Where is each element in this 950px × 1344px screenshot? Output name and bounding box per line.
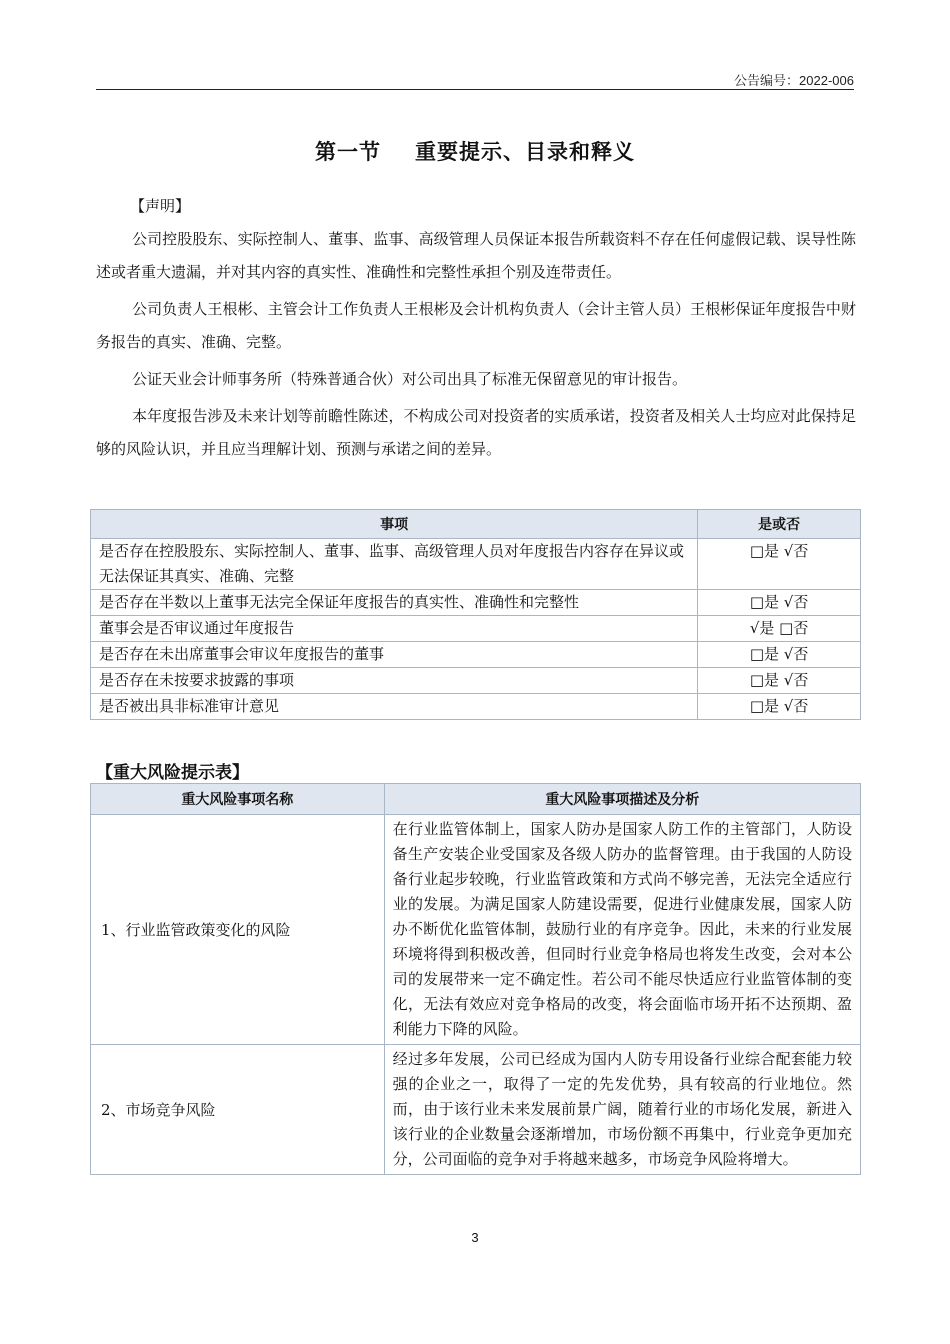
risk-table — [90, 783, 861, 1175]
table-row — [91, 590, 861, 616]
risk-name-cell: 1、行业监管政策变化的风险 — [91, 815, 385, 1045]
statement-paragraph: 本年度报告涉及未来计划等前瞻性陈述，不构成公司对投资者的实质承诺，投资者及相关人士均应对此保持足够的风险认识，并且应当理解计划、预测与承诺之间的差异。 — [96, 407, 856, 458]
risk-desc-cell: 在行业监管体制上，国家人防办是国家人防工作的主管部门，人防设备生产安装企业受国家及各级人防办的监督管理。由于我国的人防设备行业起步较晚，行业监管政策和方式尚不够完善，无法完全适应行业的发展。为满足国家人防建设需要，促进行业健康发展，国家人防办不断优化监管体制，鼓励行业的有序竞争。因此，未来的行业发展环境将得到积极改善，但同时行业竞争格局也将发生改变，会对本公司的发展带来一定不确定性。若公司不能尽快适应行业监管体制的变化，无法有效应对竞争格局的改变，将会面临市场开拓不达预期、盈利能力下降的风险。 — [384, 815, 860, 1045]
answer-cell: □是 √否 — [698, 694, 861, 720]
announcement-code: 公告编号：2022-006 — [734, 73, 854, 88]
item-cell: 是否存在半数以上董事无法完全保证年度报告的真实性、准确性和完整性 — [91, 590, 698, 616]
table-header-row — [91, 784, 861, 815]
statement-paragraph: 公证天业会计师事务所（特殊普通合伙）对公司出具了标准无保留意见的审计报告。 — [132, 370, 688, 388]
table-row — [91, 694, 861, 720]
answer-cell: □是 √否 — [698, 590, 861, 616]
answer-cell: □是 √否 — [698, 539, 861, 590]
item-cell: 是否存在未出席董事会审议年度报告的董事 — [91, 642, 698, 668]
column-header-risk-name: 重大风险事项名称 — [91, 784, 385, 815]
risk-desc-cell: 经过多年发展，公司已经成为国内人防专用设备行业综合配套能力较强的企业之一，取得了一定的先发优势，具有较高的行业地位。然而，由于该行业未来发展前景广阔，随着行业的市场化发展，新进入该行业的企业数量会逐渐增加，市场份额不再集中，行业竞争更加充分，公司面临的竞争对手将越来越多，市场竞争风险将增大。 — [384, 1045, 860, 1175]
section-title — [0, 136, 950, 166]
table-row — [91, 642, 861, 668]
statement-paragraph: 公司控股股东、实际控制人、董事、监事、高级管理人员保证本报告所载资料不存在任何虚假记载、误导性陈述或者重大遗漏，并对其内容的真实性、准确性和完整性承担个别及连带责任。 — [96, 230, 856, 281]
table-row — [91, 1045, 861, 1175]
table-row — [91, 668, 861, 694]
table-row — [91, 616, 861, 642]
statement-paragraph: 公司负责人王根彬、主管会计工作负责人王根彬及会计机构负责人（会计主管人员）王根彬保证年度报告中财务报告的真实、准确、完整。 — [96, 300, 856, 351]
section-heading: 重要提示、目录和释义 — [415, 140, 635, 164]
risk-name-cell: 2、市场竞争风险 — [91, 1045, 385, 1175]
table-row — [91, 815, 861, 1045]
column-header-answer: 是或否 — [698, 510, 861, 539]
confirmation-table — [90, 509, 861, 720]
statement-block — [96, 190, 856, 470]
item-cell: 是否被出具非标准审计意见 — [91, 694, 698, 720]
header-rule — [96, 89, 854, 90]
table-row — [91, 539, 861, 590]
column-header-item: 事项 — [91, 510, 698, 539]
item-cell: 是否存在控股股东、实际控制人、董事、监事、高级管理人员对年度报告内容存在异议或无法保证其真实、准确、完整 — [91, 539, 698, 590]
page-number: 3 — [471, 1230, 479, 1245]
answer-cell: √是 □否 — [698, 616, 861, 642]
item-cell: 董事会是否审议通过年度报告 — [91, 616, 698, 642]
statement-heading: 【声明】 — [130, 197, 191, 215]
column-header-risk-desc: 重大风险事项描述及分析 — [384, 784, 860, 815]
table-header-row — [91, 510, 861, 539]
risk-table-heading: 【重大风险提示表】 — [96, 763, 249, 783]
answer-cell: □是 √否 — [698, 668, 861, 694]
section-number: 第一节 — [315, 140, 381, 164]
answer-cell: □是 √否 — [698, 642, 861, 668]
item-cell: 是否存在未按要求披露的事项 — [91, 668, 698, 694]
